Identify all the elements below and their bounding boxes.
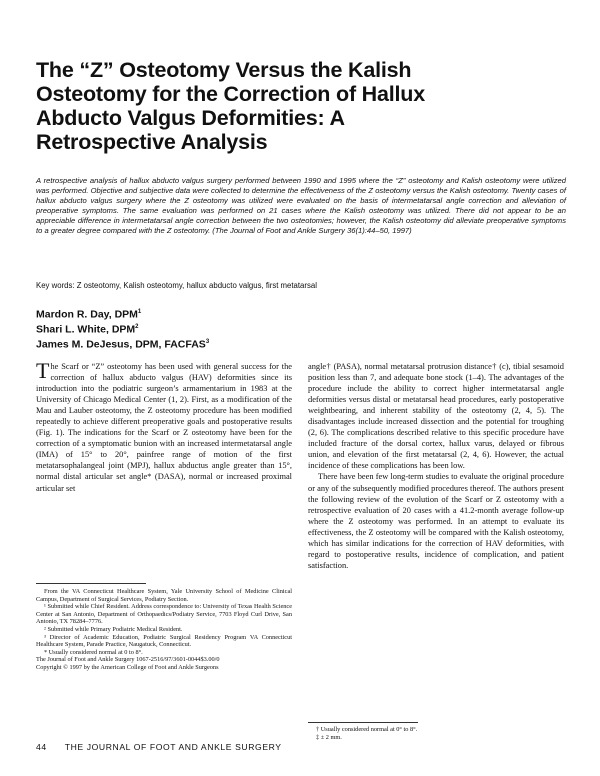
footnote-rule bbox=[308, 722, 418, 723]
author-3: James M. DeJesus, DPM, FACFAS$^3$ bbox=[36, 338, 210, 351]
footnote-rule bbox=[36, 583, 146, 584]
footnote: ² Submitted while Primary Podiatric Medical Resident. bbox=[44, 625, 183, 633]
page-footer bbox=[36, 742, 566, 752]
footnote: ¹ Submitted while Chief Resident. Address correspondence to: University of Texas Health Science Center at San Antonio, Department of Orthopaedics/Podiatry Service, 7703 Floyd Curl Drive, San Antonio, TX 78284–7776. bbox=[36, 603, 292, 626]
article-title: The “Z” Osteotomy Versus the Kalish Osteotomy for the Correction of Hallux Abducto Valgus Deformities: A Retrospective Analysis bbox=[36, 58, 425, 154]
author-1: Mardon R. Day, DPM$^1$ bbox=[36, 308, 142, 321]
body-column-left bbox=[36, 358, 292, 494]
footnote: † Usually considered normal at 0° to 8°. bbox=[316, 726, 418, 733]
footnote: From the VA Connecticut Healthcare System, Yale University School of Medicine Clinical Campus, Department of Surgical Services, Podiatry Section. bbox=[36, 588, 292, 603]
author-list bbox=[36, 306, 209, 351]
author-2: Shari L. White, DPM$^2$ bbox=[36, 323, 139, 336]
footnote: ‡ ± 2 mm. bbox=[316, 733, 342, 741]
abstract: A retrospective analysis of hallux abducto valgus surgery performed between 1990 and 1995 where the “Z” osteotomy and Kalish osteotomy were utilized was performed. Objective and subjective data were collected to determine the effectiveness of the Z osteotomy versus the Kalish osteotomy. Twenty cases of hallux abducto valgus surgery where the Z osteotomy was utilized were evaluated on the basis of intermetatarsal angle correction and alleviation of preoperative symptoms. The same evaluation was performed on 21 cases where the Kalish osteotomy was utilized. There did not appear to be an appreciable difference in intermetatarsal angle correction between the two osteotomies; however, the Kalish osteotomy did alleviate preoperative symptoms to a greater degree compared with the Z osteotomy. (The Journal of Foot and Ankle Surgery 36(1):44–50, 1997) bbox=[36, 176, 566, 236]
journal-citation: The Journal of Foot and Ankle Surgery 1067-2516/97/3601-0044$3.00/0 bbox=[36, 656, 220, 664]
body-paragraph-continued: angle† (PASA), normal metatarsal protrusion distance† (c), tibial sesamoid position less than 7, and adequate bone stock (1–4). The advantages of the procedure include the ability to correct higher intermetatarsal angle deformities versus distal or metatarsal head procedures, early postoperative weightbearing, and inherent stability of the osteotomy (2, 4, 5). The disadvantages include increased dissection and the potential for troughing (2, 6). The complications described relative to this specific procedure have included fracture of the dorsal cortex, hallux varus, delayed or fibrous union, and elevation of the first metatarsal (2, 4, 6). However, the actual incidence of these complications has been low. bbox=[308, 362, 564, 471]
copyright: Copyright © 1997 by the American College of Foot and Ankle Surgeons bbox=[36, 663, 219, 671]
keywords: Key words: Z osteotomy, Kalish osteotomy, hallux abducto valgus, first metatarsal bbox=[36, 281, 317, 290]
drop-cap: T bbox=[36, 358, 50, 383]
footnote: * Usually considered normal at 0 to 8°. bbox=[44, 648, 143, 656]
footnote: ³ Director of Academic Education, Podiatric Surgical Residency Program VA Connecticut Healthcare System, Parade Practice, Naugatuck, Connecticut. bbox=[36, 633, 292, 649]
body-paragraph: There have been few long-term studies to evaluate the original procedure or any of the subsequently modified procedures thereof. The authors present the following review of the evolution of the Scarf or Z osteotomy with a retrospective evaluation of 20 cases with a 41.2-month average follow-up where the Z osteotomy was performed. In an attempt to evaluate its effectiveness, the Z osteotomy will be compared with the Kalish osteotomy, which has similar indications for the correction of HAV deformities, with regard to postoperative results, incidence of complication, and patient satisfaction. bbox=[308, 472, 564, 570]
running-footer: THE JOURNAL OF FOOT AND ANKLE SURGERY bbox=[64, 742, 282, 752]
intro-paragraph: The Scarf or “Z” osteotomy has been used with general success for the correction of hallux abducto valgus (HAV) deformities since its introduction into the podiatric surgeon’s armamentarium in 1983 at the University of Chicago Medical Center (1, 2). First, as a modification of the Mau and Lauber osteotomy, the Z osteotomy procedure has been modified repeatedly to achieve different preoperative goals and postoperative results (Fig. 1). The indications for the Scarf or Z osteotomy have been for the correction of a symptomatic bunion with an increased intermetatarsal angle (IMA) of 15° to 20°, painfree range of motion of the first metatarsophalangeal joint (MPJ), hallux abductus angle greater than 15°, normal distal articular set angle* (DASA), normal or increased proximal articular set bbox=[36, 358, 292, 493]
footnotes-left bbox=[36, 588, 292, 672]
body-column-right bbox=[308, 361, 564, 571]
footnotes-right bbox=[308, 726, 564, 741]
page-number: 44 bbox=[36, 742, 47, 752]
